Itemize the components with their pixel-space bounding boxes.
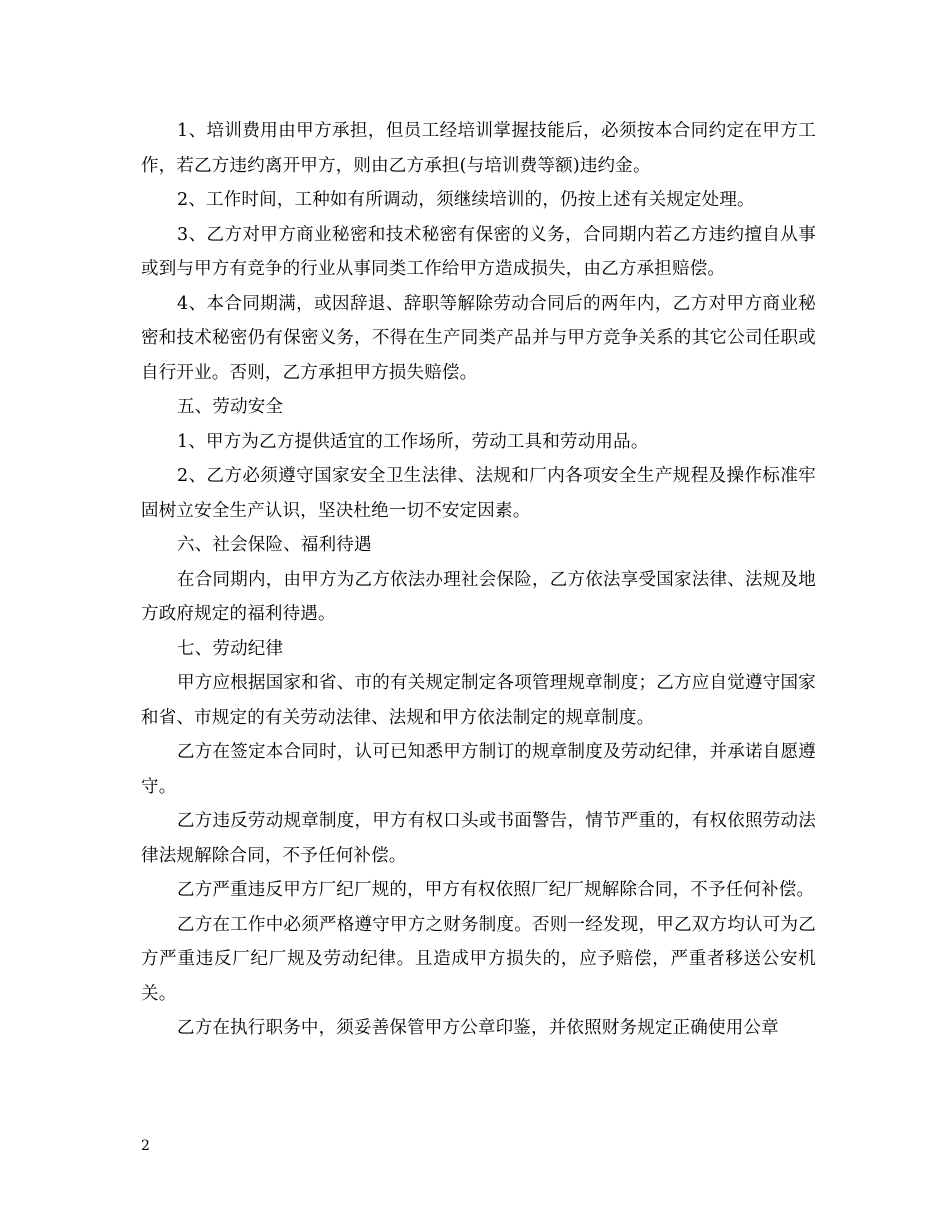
paragraph-social-insurance: 在合同期内，由甲方为乙方依法办理社会保险，乙方依法享受国家法律、法规及地方政府规定的福利待遇。: [141, 569, 816, 624]
paragraph-work-change: 2、工作时间，工种如有所调动，须继续培训的，仍按上述有关规定处理。: [177, 190, 755, 210]
paragraph-safety-compliance: 2、乙方必须遵守国家安全卫生法律、法规和厂内各项安全生产规程及操作标准牢固树立安全生产认识，坚决杜绝一切不安定因素。: [141, 466, 816, 521]
section-heading-labor-safety: 五、劳动安全: [177, 397, 284, 417]
paragraph-training-cost: 1、培训费用由甲方承担，但员工经培训掌握技能后，必须按本合同约定在甲方工作，若乙方违约离开甲方，则由乙方承担(与培训费等额)违约金。: [141, 121, 816, 176]
paragraph-confidentiality: 3、乙方对甲方商业秘密和技术秘密有保密的义务，合同期内若乙方违约擅自从事或到与甲方有竞争的行业从事同类工作给甲方造成损失，由乙方承担赔偿。: [141, 224, 816, 279]
paragraph-seal-custody: 乙方在执行职务中，须妥善保管甲方公章印鉴，并依照财务规定正确使用公章: [177, 1018, 779, 1038]
paragraph-rules-formulation: 甲方应根据国家和省、市的有关规定制定各项管理规章制度；乙方应自觉遵守国家和省、市规定的有关劳动法律、法规和甲方依法制定的规章制度。: [141, 673, 816, 728]
page-number: 2: [141, 1138, 150, 1154]
paragraph-workplace-provision: 1、甲方为乙方提供适宜的工作场所，劳动工具和劳动用品。: [177, 431, 649, 452]
document-body: [141, 114, 816, 1046]
paragraph-financial-rules: 乙方在工作中必须严格遵守甲方之财务制度。否则一经发现，甲乙双方均认可为乙方严重违反厂纪厂规及劳动纪律。且造成甲方损失的，应予赔偿，严重者移送公安机关。: [141, 914, 816, 1004]
section-heading-labor-discipline: 七、劳动纪律: [177, 638, 284, 659]
paragraph-rule-violation: 乙方违反劳动规章制度，甲方有权口头或书面警告，情节严重的，有权依照劳动法律法规解除合同，不予任何补偿。: [141, 811, 816, 866]
section-heading-social-insurance: 六、社会保险、福利待遇: [177, 535, 372, 555]
paragraph-rules-acknowledgement: 乙方在签定本合同时，认可已知悉甲方制订的规章制度及劳动纪律，并承诺自愿遵守。: [141, 742, 816, 797]
paragraph-serious-violation: 乙方严重违反甲方厂纪厂规的，甲方有权依照厂纪厂规解除合同，不予任何补偿。: [177, 880, 815, 900]
paragraph-post-contract-confidentiality: 4、本合同期满，或因辞退、辞职等解除劳动合同后的两年内，乙方对甲方商业秘密和技术秘密仍有保密义务，不得在生产同类产品并与甲方竞争关系的其它公司任职或自行开业。否则，乙方承担甲方损失赔偿。: [141, 293, 816, 383]
